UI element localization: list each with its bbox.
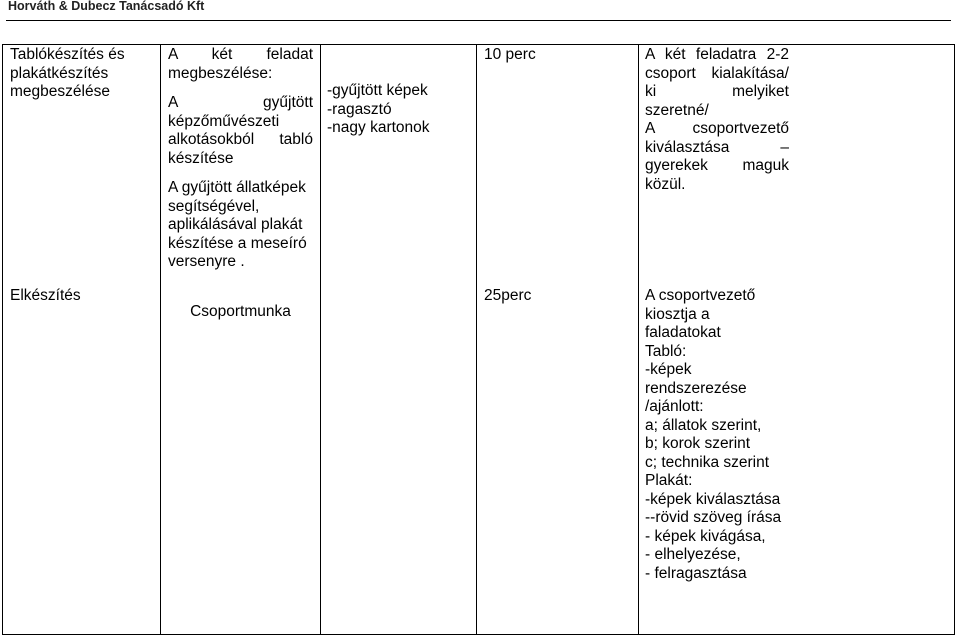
organization-line: A csoportvezető bbox=[645, 120, 789, 137]
activity-line: plakátkészítés bbox=[10, 64, 109, 82]
duration-value: 10 perc bbox=[484, 46, 536, 63]
description-line: képzőművészeti bbox=[168, 112, 280, 130]
organization-line: Plakát: bbox=[645, 472, 693, 489]
column-divider bbox=[160, 44, 161, 635]
description-line: alkotásokból tabló bbox=[168, 131, 313, 148]
column-divider bbox=[476, 44, 477, 635]
description-line: A gyűjtött bbox=[168, 94, 313, 111]
activity-line: Tablókészítés és bbox=[10, 46, 125, 63]
organization-line: a; állatok szerint, bbox=[645, 416, 762, 434]
organization-line: rendszerezése bbox=[645, 379, 747, 397]
organization-line: - képek kivágása, bbox=[645, 527, 766, 545]
material-item: -nagy kartonok bbox=[327, 119, 430, 136]
organization-line: csoport kialakítása/ bbox=[645, 64, 789, 82]
organization-line: kiválasztása – bbox=[645, 138, 789, 156]
work-form-label: Csoportmunka bbox=[190, 303, 291, 320]
organization-cell bbox=[645, 287, 805, 583]
organization-line: -képek bbox=[645, 361, 692, 378]
organization-line: c; technika szerint bbox=[645, 453, 770, 471]
organization-line: Tabló: bbox=[645, 342, 687, 360]
description-line: aplikálásával plakát bbox=[168, 216, 303, 233]
description-line: A két feladat bbox=[168, 46, 313, 63]
column-divider bbox=[320, 44, 321, 635]
duration-value: 25perc bbox=[484, 287, 532, 304]
organization-line: ki melyiket bbox=[645, 83, 789, 100]
material-item: -ragasztó bbox=[327, 100, 392, 118]
materials-cell bbox=[327, 82, 472, 138]
organization-line: --rövid szöveg írása bbox=[645, 509, 782, 526]
description-line: készítése bbox=[168, 149, 234, 167]
organization-line: faladatokat bbox=[645, 324, 721, 341]
duration-cell bbox=[484, 46, 634, 65]
activity-line: Elkészítés bbox=[10, 287, 81, 304]
column-divider bbox=[638, 44, 639, 635]
organization-line: b; korok szerint bbox=[645, 435, 751, 452]
organization-line: szeretné/ bbox=[645, 101, 709, 119]
organization-line: - elhelyezése, bbox=[645, 546, 741, 563]
organization-line: /ajánlott: bbox=[645, 398, 704, 415]
material-item: -gyűjtött képek bbox=[327, 82, 428, 99]
organization-line: A két feladatra 2-2 bbox=[645, 46, 789, 63]
description-line: megbeszélése: bbox=[168, 64, 273, 82]
organization-line: közül. bbox=[645, 175, 686, 193]
header-title: Horváth & Dubecz Tanácsadó Kft bbox=[8, 0, 205, 13]
organization-line: A csoportvezető bbox=[645, 287, 756, 304]
organization-line: gyerekek maguk bbox=[645, 157, 789, 174]
page-header bbox=[6, 0, 951, 21]
organization-line: kiosztja a bbox=[645, 305, 710, 323]
activity-cell bbox=[10, 287, 155, 306]
description-cell bbox=[168, 303, 313, 322]
description-line: segítségével, bbox=[168, 197, 260, 215]
description-line: A gyűjtött állatképek bbox=[168, 179, 306, 196]
activity-cell bbox=[10, 46, 155, 102]
organization-line: - felragasztása bbox=[645, 564, 747, 582]
organization-line: -képek kiválasztása bbox=[645, 490, 781, 508]
activity-line: megbeszélése bbox=[10, 83, 110, 100]
description-cell bbox=[168, 46, 313, 272]
organization-cell bbox=[645, 46, 789, 194]
description-line: versenyre . bbox=[168, 253, 245, 270]
lesson-plan-table bbox=[2, 44, 955, 635]
duration-cell bbox=[484, 287, 634, 306]
description-line: készítése a meseíró bbox=[168, 234, 307, 252]
